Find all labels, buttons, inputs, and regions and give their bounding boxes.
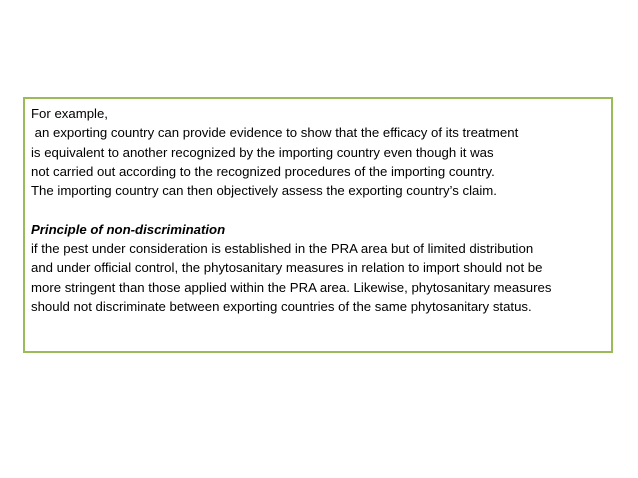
principle-heading: Principle of non-discrimination: [31, 221, 226, 237]
example-line-2: an exporting country can provide evidence to show that the efficacy of its treatment: [31, 125, 519, 141]
principle-line-3: more stringent than those applied within the PRA area. Likewise, phytosanitary measures: [31, 279, 552, 295]
example-line-3: is equivalent to another recognized by the importing country even though it was: [31, 144, 494, 160]
principle-line-4: should not discriminate between exporting countries of the same phytosanitary status.: [31, 298, 532, 314]
example-line-1: For example,: [31, 106, 108, 121]
example-line-4: not carried out according to the recognized procedures of the importing country.: [31, 163, 495, 179]
example-line-5: The importing country can then objectively assess the exporting country’s claim.: [31, 183, 497, 199]
principle-line-1: if the pest under consideration is established in the PRA area but of limited distribution: [31, 241, 534, 257]
principle-line-2: and under official control, the phytosanitary measures in relation to import should not be: [31, 260, 543, 276]
paragraph-spacer: [31, 200, 605, 219]
text-box: [23, 97, 613, 353]
